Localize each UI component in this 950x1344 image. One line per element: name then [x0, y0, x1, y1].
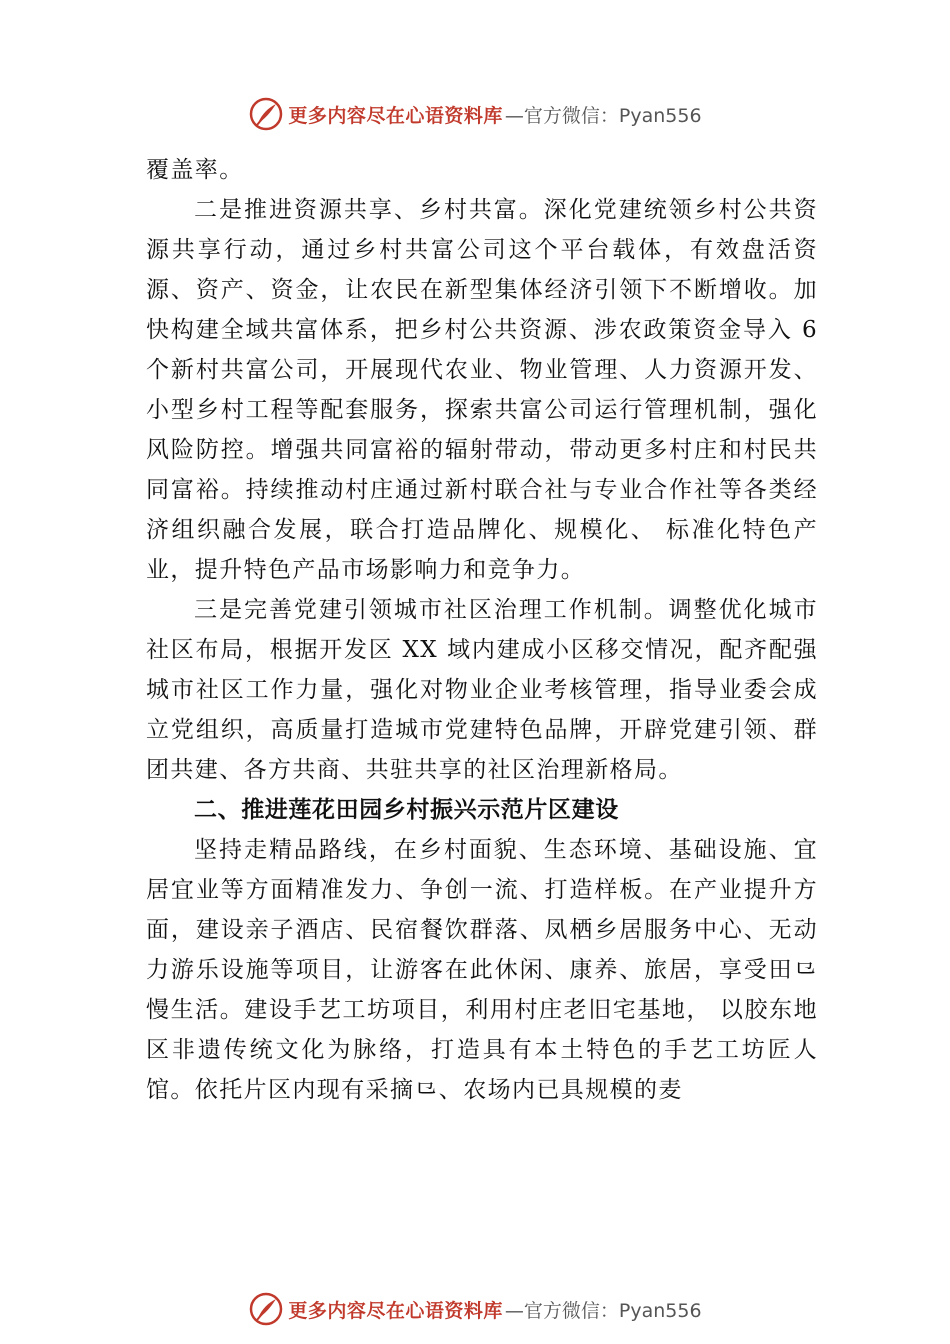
section-heading: 二、推进莲花田园乡村振兴示范片区建设 — [194, 797, 619, 823]
banner-library-text: 更多内容尽在心语资料库 — [288, 1299, 503, 1322]
header-banner — [0, 94, 950, 134]
banner-wechat-text: —官方微信：Pyan556 — [504, 104, 702, 127]
document-body — [146, 150, 818, 1110]
paragraph-community-governance: 三是完善党建引领城市社区治理工作机制。调整优化城市社区布局，根据开发区 XX 域内建成小区移交情况，配齐配强城市社区工作力量，强化对物业企业考核管理，指导业委会成立党组织，高质量打造城市党建特色品牌，开辟党建引领、群团共建、各方共商、共驻共享的社区治理新格局。 — [146, 597, 818, 783]
feather-quill-icon — [248, 96, 284, 132]
paragraph-demonstration-area: 坚持走精品路线，在乡村面貌、生态环境、基础设施、宜居宜业等方面精准发力、争创一流、打造样板。在产业提升方面，建设亲子酒店、民宿餐饮群落、凤栖乡居服务中心、无动力游乐设施等项目，让游客在此休闲、康养、旅居，享受田⺋慢生活。建设手艺工坊项目，利用村庄老旧宅基地， 以胶东地区非遗传统文化为脉络，打造具有本土特色的手艺工坊匠人馆。依托片区内现有采摘⺋、农场内已具规模的麦 — [146, 837, 818, 1103]
paragraph-resource-sharing: 二是推进资源共享、乡村共富。深化党建统领乡村公共资源共享行动，通过乡村共富公司这个平台载体，有效盘活资源、资产、资金，让农民在新型集体经济引领下不断增收。加快构建全域共富体系，把乡村公共资源、涉农政策资金导入 6 个新村共富公司，开展现代农业、物业管理、人力资源开发、小型乡村工程等配套服务，探索共富公司运行管理机制，强化风险防控。增强共同富裕的辐射带动，带动更多村庄和村民共同富裕。持续推动村庄通过新村联合社与专业合作社等各类经济组织融合发展，联合打造品牌化、规模化、 标准化特色产业，提升特色产品市场影响力和竞争力。 — [146, 197, 818, 583]
paragraph-continuation: 覆盖率。 — [146, 157, 244, 183]
banner-library-text: 更多内容尽在心语资料库 — [288, 104, 503, 127]
banner-wechat-text: —官方微信：Pyan556 — [504, 1299, 702, 1322]
feather-quill-icon — [248, 1291, 284, 1327]
footer-banner — [0, 1289, 950, 1329]
